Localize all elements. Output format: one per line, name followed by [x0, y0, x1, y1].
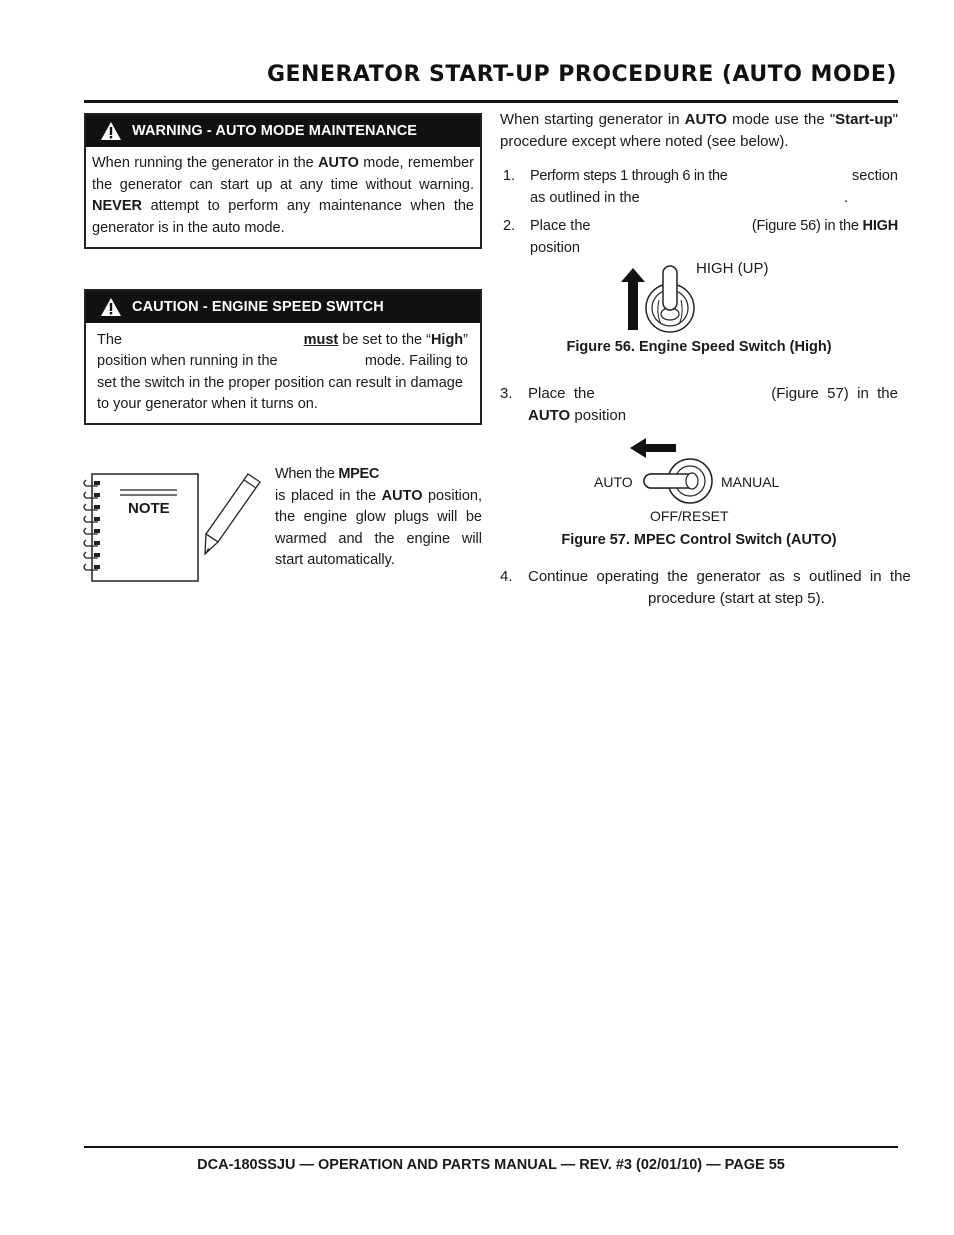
step-2-number: 2.	[503, 218, 516, 234]
step-3-number: 3.	[500, 385, 513, 402]
intro-part: " procedure except where noted (see below).	[500, 111, 898, 150]
engine-speed-switch-figure	[612, 258, 702, 338]
note-text	[275, 464, 482, 572]
caution-text-line4: to your generator when it turns on.	[97, 396, 318, 412]
step-1-text-d: .	[844, 190, 849, 206]
mpec-control-switch-figure	[628, 434, 728, 510]
fig57-label-manual: MANUAL	[721, 474, 780, 490]
page-footer: DCA-180SSJU — OPERATION AND PARTS MANUAL — REV. #3 (02/01/10) — PAGE 55	[197, 1157, 785, 1173]
intro-part: When starting generator in	[500, 111, 685, 128]
pencil-icon	[200, 468, 270, 558]
note-text-part: position, the engine glow plugs will be warmed and the engine will start automatically.	[275, 487, 482, 568]
intro-paragraph	[500, 109, 898, 153]
page-title: GENERATOR START-UP PROCEDURE (AUTO MODE)	[266, 62, 897, 87]
intro-auto: AUTO	[684, 111, 727, 128]
step-4-text-b: procedure (start at step 5).	[648, 590, 825, 607]
note-notebook-icon	[82, 470, 202, 585]
step-2-text-c: position	[530, 240, 580, 256]
note-line2	[275, 486, 482, 572]
step-1-text-b: section	[852, 168, 898, 184]
warning-text-bold: NEVER	[92, 198, 142, 214]
step-2-text-b	[700, 215, 898, 237]
step-3-text-c	[528, 405, 626, 427]
step-3-text-b: (Figure 57) in the	[771, 385, 898, 402]
caution-text-line3: set the switch in the proper position can result in damage	[97, 375, 463, 391]
step-3-text-a: Place the	[528, 385, 595, 402]
step-4-text-a: Continue operating the generator as s outlined in the	[528, 568, 911, 585]
caution-text	[86, 323, 480, 413]
step-3-text-part: position	[570, 407, 627, 424]
intro-part: mode use the "	[726, 111, 836, 128]
caution-text-must-line	[291, 330, 468, 352]
caution-text-line2b: mode. Failing to	[364, 353, 468, 369]
warning-heading: WARNING - AUTO MODE MAINTENANCE	[132, 123, 418, 139]
step-2-text-part: (Figure 56) in the	[751, 218, 863, 234]
caution-text-part: be set to the “	[338, 332, 431, 348]
warning-text-part: When running the generator in the	[92, 155, 319, 171]
warning-text	[86, 147, 480, 245]
caution-box	[84, 289, 482, 425]
note-line1	[275, 464, 482, 486]
note-text-part: is placed in the	[275, 487, 382, 504]
caution-text-the: The	[97, 332, 122, 348]
warning-text-part: attempt to perform any maintenance when the generator is in the auto mode.	[92, 198, 474, 236]
note-text-part: When the	[275, 466, 339, 482]
caution-heading: CAUTION - ENGINE SPEED SWITCH	[132, 299, 384, 315]
warning-heading-bar	[86, 115, 480, 147]
warning-box	[84, 113, 482, 249]
note-label: NOTE	[128, 500, 170, 517]
note-auto: AUTO	[381, 487, 423, 504]
warning-triangle-icon	[100, 121, 122, 141]
step-1-number: 1.	[503, 168, 516, 184]
fig57-caption: Figure 57. MPEC Control Switch (AUTO)	[561, 532, 837, 548]
step-1-text-c: as outlined in the	[530, 190, 640, 206]
step-2-high: HIGH	[862, 218, 898, 234]
warning-text-bold: AUTO	[318, 155, 359, 171]
step-3-auto: AUTO	[528, 407, 571, 424]
step-4-number: 4.	[500, 568, 513, 585]
title-rule	[84, 100, 898, 103]
step-1-text-a: Perform steps 1 through 6 in the	[530, 168, 728, 184]
fig56-label: HIGH (UP)	[696, 260, 769, 277]
caution-high: High	[430, 332, 464, 348]
caution-heading-bar	[86, 291, 480, 323]
step-2-text-a: Place the	[530, 218, 591, 234]
caution-triangle-icon	[100, 297, 122, 317]
fig57-label-auto: AUTO	[594, 474, 633, 490]
caution-must: must	[303, 332, 339, 348]
caution-text-line2a: position when running in the	[97, 353, 278, 369]
note-mpec: MPEC	[338, 466, 380, 482]
footer-rule	[84, 1146, 898, 1148]
fig56-caption: Figure 56. Engine Speed Switch (High)	[566, 339, 832, 355]
warning-text-part: mode, remember the generator can start up at any time without warning.	[92, 155, 474, 193]
intro-startup: Start-up	[835, 111, 893, 128]
caution-text-part: ”	[463, 332, 468, 348]
fig57-label-offreset: OFF/RESET	[650, 508, 729, 524]
